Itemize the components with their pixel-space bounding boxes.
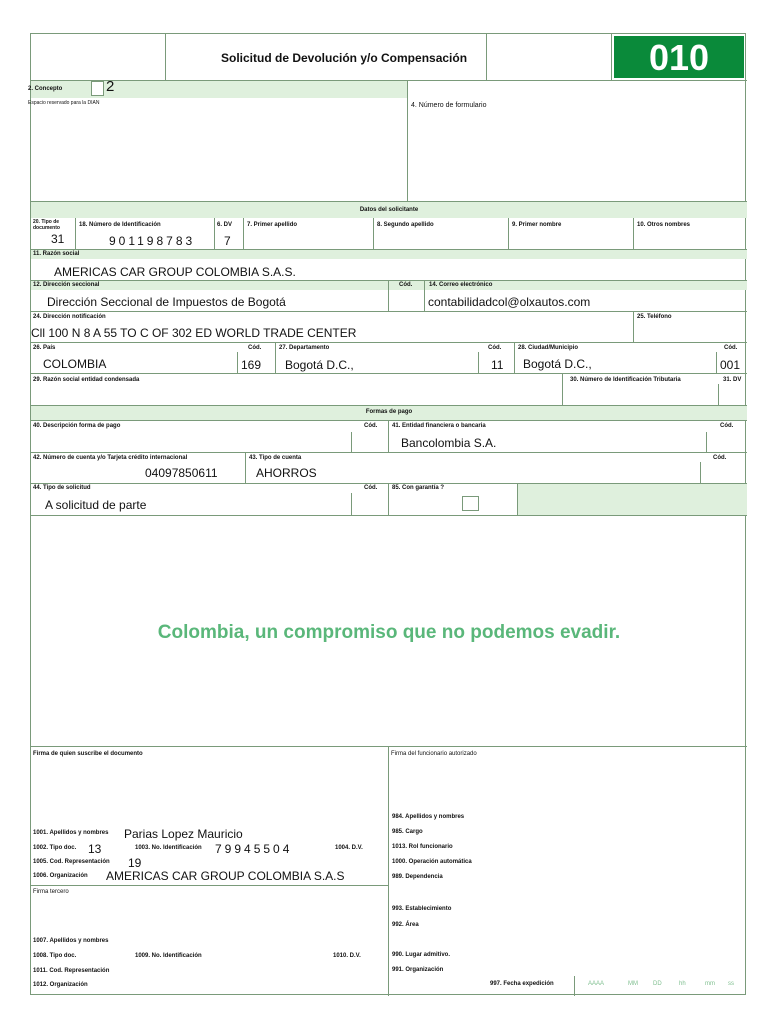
divider bbox=[275, 342, 276, 373]
divider bbox=[245, 452, 246, 483]
firma-no-id-label: 1003. No. Identificación bbox=[135, 845, 202, 851]
divider bbox=[31, 746, 747, 747]
divider bbox=[700, 462, 701, 483]
divider bbox=[716, 352, 717, 373]
tercero-tipo-doc-label: 1008. Tipo doc. bbox=[33, 953, 77, 959]
apellidos-value[interactable]: Parias Lopez Mauricio bbox=[124, 827, 243, 841]
divider bbox=[31, 342, 747, 343]
garantia-label: 85. Con garantía ? bbox=[392, 485, 445, 491]
firma-no-id-value[interactable]: 79945504 bbox=[215, 842, 293, 856]
green-fill bbox=[518, 484, 747, 515]
pais-cod-label: Cód. bbox=[248, 345, 262, 351]
dv-value[interactable]: 7 bbox=[224, 234, 231, 248]
divider bbox=[31, 515, 747, 516]
dv31-label: 31. DV bbox=[723, 377, 742, 383]
primer-apellido-label: 7. Primer apellido bbox=[247, 222, 298, 228]
reserved-label: Espacio reservado para la DIAN bbox=[28, 100, 100, 106]
fecha-ss: ss bbox=[728, 981, 734, 987]
tipo-cuenta-cod-label: Cód. bbox=[713, 455, 727, 461]
direccion-notif-value[interactable]: Cll 100 N 8 A 55 TO C OF 302 ED WORLD TRADE CENTER bbox=[31, 326, 357, 340]
divider bbox=[562, 373, 563, 405]
label-band bbox=[31, 250, 747, 259]
func-rol-label: 1013. Rol funcionario bbox=[392, 844, 453, 850]
numero-formulario-label: 4. Número de formulario bbox=[411, 102, 487, 109]
org-value[interactable]: AMERICAS CAR GROUP COLOMBIA S.A.S bbox=[106, 869, 345, 883]
entidad-cod-label: Cód. bbox=[720, 423, 734, 429]
divider bbox=[388, 420, 389, 452]
tipo-doc-value[interactable]: 31 bbox=[51, 232, 65, 246]
tipo-cuenta-label: 43. Tipo de cuenta bbox=[249, 455, 302, 461]
fecha-hh: hh bbox=[679, 981, 686, 987]
func-dependencia-label: 989. Dependencia bbox=[392, 874, 443, 880]
depto-value[interactable]: Bogotá D.C., bbox=[285, 358, 354, 372]
descripcion-pago-label: 40. Descripción forma de pago bbox=[33, 423, 121, 429]
pais-value[interactable]: COLOMBIA bbox=[43, 357, 107, 371]
cod-label: Cód. bbox=[399, 282, 413, 288]
form-code: 010 bbox=[614, 36, 744, 78]
pais-cod-value[interactable]: 169 bbox=[241, 358, 262, 372]
divider bbox=[633, 218, 634, 249]
cuenta-value[interactable]: 04097850611 bbox=[145, 466, 218, 480]
divider bbox=[388, 483, 389, 515]
cod-rep-value[interactable]: 19 bbox=[128, 856, 142, 870]
divider bbox=[424, 281, 425, 311]
tipo-solicitud-cod-label: Cód. bbox=[364, 485, 378, 491]
func-operacion-label: 1000. Operación automática bbox=[392, 859, 472, 865]
concepto-band bbox=[31, 78, 407, 98]
divider bbox=[31, 452, 747, 453]
ciudad-cod-label: Cód. bbox=[724, 345, 738, 351]
firma-funcionario-label: Firma del funcionario autorizado bbox=[391, 751, 477, 757]
entidad-value[interactable]: Bancolombia S.A. bbox=[401, 436, 497, 450]
dv-label: 6. DV bbox=[217, 222, 233, 228]
primer-nombre-label: 9. Primer nombre bbox=[512, 222, 562, 228]
fecha-dd: DD bbox=[653, 981, 662, 987]
direccion-seccional-label: 12. Dirección seccional bbox=[33, 282, 100, 288]
correo-label: 14. Correo electrónico bbox=[429, 282, 493, 288]
cuenta-label: 42. Número de cuenta y/o Tarjeta crédito internacional bbox=[33, 455, 188, 461]
firma-tercero-label: Firma tercero bbox=[33, 889, 69, 895]
devolucion-form bbox=[30, 33, 746, 995]
func-organizacion-label: 991. Organización bbox=[392, 967, 444, 973]
nit-value[interactable]: 901198783 bbox=[109, 234, 196, 248]
divider bbox=[351, 432, 352, 452]
divider bbox=[214, 218, 215, 249]
razon-social-label: 11. Razón social bbox=[33, 251, 80, 257]
divider bbox=[165, 34, 166, 80]
divider bbox=[243, 218, 244, 249]
nit-label: 18. Número de Identificación bbox=[79, 222, 161, 228]
divider bbox=[373, 218, 374, 249]
segundo-apellido-label: 8. Segundo apellido bbox=[377, 222, 434, 228]
tipo-solicitud-label: 44. Tipo de solicitud bbox=[33, 485, 91, 491]
func-lugar-label: 990. Lugar admitivo. bbox=[392, 952, 451, 958]
divider bbox=[31, 885, 388, 886]
descripcion-cod-label: Cód. bbox=[364, 423, 378, 429]
otros-nombres-label: 10. Otros nombres bbox=[637, 222, 691, 228]
divider bbox=[31, 373, 747, 374]
divider bbox=[718, 384, 719, 405]
divider bbox=[514, 342, 515, 373]
tipo-solicitud-value[interactable]: A solicitud de parte bbox=[45, 498, 147, 512]
divider bbox=[31, 420, 747, 421]
fecha-min: mm bbox=[705, 981, 715, 987]
divider bbox=[633, 311, 634, 342]
fecha-aaaa: AAAA bbox=[588, 981, 605, 987]
divider bbox=[706, 432, 707, 452]
org-label: 1006. Organización bbox=[33, 873, 88, 879]
firma-tipo-doc-label: 1002. Tipo doc. bbox=[33, 845, 77, 851]
correo-value[interactable]: contabilidadcol@olxautos.com bbox=[428, 295, 591, 309]
divider bbox=[237, 352, 238, 373]
divider bbox=[388, 281, 389, 311]
garantia-checkbox[interactable] bbox=[462, 496, 479, 511]
firma-suscribe-label: Firma de quien suscribe el documento bbox=[33, 751, 143, 757]
section-pago: Formas de pago bbox=[365, 409, 413, 415]
divider bbox=[611, 34, 612, 80]
tercero-apellidos-label: 1007. Apellidos y nombres bbox=[33, 938, 109, 944]
tercero-org-label: 1012. Organización bbox=[33, 982, 88, 988]
apellidos-label: 1001. Apellidos y nombres bbox=[33, 830, 109, 836]
tipo-doc-label: 20. Tipo de documento bbox=[33, 219, 60, 231]
divider bbox=[407, 81, 408, 201]
ciudad-value[interactable]: Bogotá D.C., bbox=[523, 357, 592, 371]
tercero-dv-label: 1010. D.V. bbox=[333, 953, 361, 959]
divider bbox=[574, 976, 575, 996]
slogan: Colombia, un compromiso que no podemos evadir. bbox=[157, 622, 621, 643]
divider bbox=[478, 352, 479, 373]
telefono-label: 25. Teléfono bbox=[637, 314, 672, 320]
fecha-label: 997. Fecha expedición bbox=[490, 981, 554, 987]
concepto-box bbox=[91, 81, 104, 96]
divider bbox=[75, 218, 76, 249]
section-solicitante: Datos del solicitante bbox=[359, 207, 419, 213]
nit-tributaria-label: 30. Número de Identificación Tributaria bbox=[570, 377, 681, 383]
form-title: Solicitud de Devolución y/o Compensación bbox=[221, 51, 468, 65]
depto-label: 27. Departamento bbox=[279, 345, 330, 351]
concepto-label: 2. Concepto bbox=[28, 86, 63, 92]
tipo-cuenta-value[interactable]: AHORROS bbox=[256, 466, 317, 480]
divider bbox=[31, 311, 747, 312]
firma-dv-label: 1004. D.V. bbox=[335, 845, 363, 851]
label-band bbox=[31, 281, 747, 290]
divider bbox=[351, 493, 352, 515]
fecha-mm: MM bbox=[628, 981, 638, 987]
divider bbox=[508, 218, 509, 249]
tercero-no-id-label: 1009. No. Identificación bbox=[135, 953, 202, 959]
pais-label: 26. País bbox=[33, 345, 56, 351]
tercero-cod-rep-label: 1011. Cod. Representación bbox=[33, 968, 110, 974]
depto-cod-value[interactable]: 11 bbox=[491, 358, 504, 372]
cod-rep-label: 1005. Cod. Representación bbox=[33, 859, 110, 865]
direccion-seccional-value[interactable]: Dirección Seccional de Impuestos de Bogotá bbox=[47, 295, 286, 309]
razon-condensada-label: 29. Razón social entidad condensada bbox=[33, 377, 140, 383]
func-area-label: 992. Área bbox=[392, 922, 419, 928]
divider bbox=[486, 34, 487, 80]
firma-tipo-doc-value[interactable]: 13 bbox=[88, 842, 102, 856]
func-cargo-label: 985. Cargo bbox=[392, 829, 423, 835]
divider bbox=[388, 746, 389, 996]
func-establecimiento-label: 993. Establecimiento bbox=[392, 906, 452, 912]
razon-social-value[interactable]: AMERICAS CAR GROUP COLOMBIA S.A.S. bbox=[54, 265, 296, 279]
entidad-label: 41. Entidad financiera o bancaria bbox=[392, 423, 486, 429]
concepto-value[interactable]: 2 bbox=[106, 78, 115, 95]
depto-cod-label: Cód. bbox=[488, 345, 502, 351]
ciudad-label: 28. Ciudad/Municipio bbox=[518, 345, 579, 351]
ciudad-cod-value[interactable]: 001 bbox=[720, 358, 741, 372]
func-apellidos-label: 984. Apellidos y nombres bbox=[392, 814, 465, 820]
direccion-notif-label: 24. Dirección notificación bbox=[33, 314, 106, 320]
